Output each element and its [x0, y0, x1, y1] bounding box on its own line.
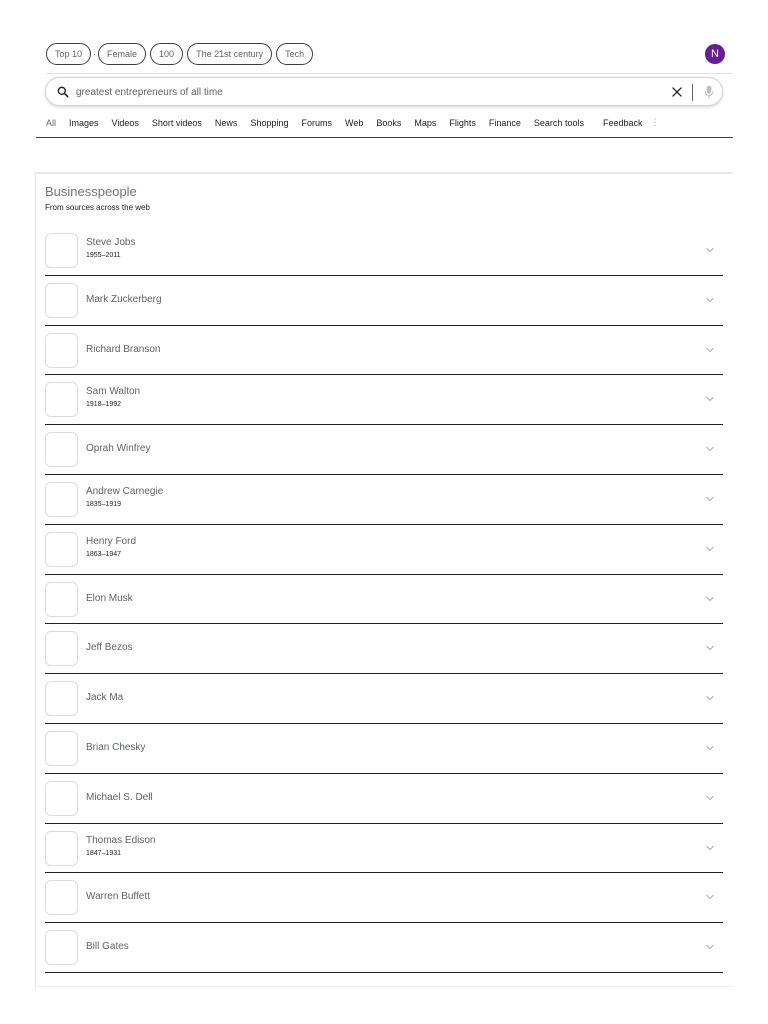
businesspeople-list [45, 226, 723, 973]
card-top-border [36, 172, 733, 174]
person-name: Sam Walton [86, 386, 141, 398]
list-item[interactable] [45, 475, 723, 525]
refinement-chips [46, 43, 313, 65]
chevron-down-icon[interactable] [705, 694, 715, 702]
tab-flights[interactable]: Flights [449, 117, 476, 128]
list-item[interactable] [45, 226, 723, 276]
tab-maps[interactable]: Maps [414, 117, 437, 128]
tab-books[interactable]: Books [376, 117, 402, 128]
chip-top-10[interactable]: Top 10 [46, 43, 91, 65]
person-thumbnail [45, 333, 78, 368]
person-thumbnail [45, 880, 78, 915]
list-item[interactable] [45, 774, 723, 824]
person-thumbnail [45, 532, 78, 567]
tab-forums[interactable]: Forums [301, 117, 332, 128]
chevron-down-icon[interactable] [705, 346, 715, 354]
chevron-down-icon[interactable] [705, 893, 715, 901]
chevron-down-icon[interactable] [705, 844, 715, 852]
list-item[interactable] [45, 326, 723, 376]
list-item[interactable] [45, 674, 723, 724]
chevron-down-icon[interactable] [705, 644, 715, 652]
chip-tech[interactable]: Tech [276, 43, 313, 65]
chevron-down-icon[interactable] [705, 943, 715, 951]
person-thumbnail [45, 781, 78, 816]
list-item[interactable] [45, 873, 723, 923]
list-item[interactable] [45, 724, 723, 774]
chevron-down-icon[interactable] [705, 246, 715, 254]
search-tabs [46, 117, 659, 128]
tab-search-tools[interactable]: Search tools [533, 117, 584, 128]
list-item[interactable] [45, 525, 723, 575]
tab-feedback[interactable]: Feedback [602, 117, 643, 128]
tabs-divider [36, 137, 733, 138]
person-name: Andrew Carnegie [86, 485, 164, 497]
person-thumbnail [45, 283, 78, 318]
list-item[interactable] [45, 375, 723, 425]
person-name: Brian Chesky [86, 741, 146, 753]
tab-finance[interactable]: Finance [488, 117, 521, 128]
list-item[interactable] [45, 824, 723, 874]
tab-short-videos[interactable]: Short videos [151, 117, 202, 128]
person-name: Oprah Winfrey [86, 443, 151, 455]
person-name: Thomas Edison [86, 834, 156, 846]
person-years: 1835–1919 [86, 500, 122, 508]
clear-icon[interactable] [670, 85, 684, 99]
person-thumbnail [45, 482, 78, 517]
person-name: Richard Branson [86, 343, 161, 355]
person-name: Jack Ma [86, 692, 124, 704]
person-name: Mark Zuckerberg [86, 293, 162, 305]
person-thumbnail [45, 233, 78, 268]
tab-web[interactable]: Web [345, 117, 364, 128]
chevron-down-icon[interactable] [705, 545, 715, 553]
chip-female[interactable]: Female [98, 43, 146, 65]
person-name: Michael S. Dell [86, 791, 153, 803]
page-left-border [35, 172, 36, 988]
person-thumbnail [45, 582, 78, 617]
tab-news[interactable]: News [214, 117, 238, 128]
person-thumbnail [45, 731, 78, 766]
chip-100[interactable]: 100 [150, 43, 183, 65]
chip-separator: · [93, 49, 97, 59]
tab-videos[interactable]: Videos [111, 117, 139, 128]
chevron-down-icon[interactable] [705, 595, 715, 603]
card-bottom-border [36, 986, 733, 987]
header-divider [46, 73, 732, 74]
chevron-down-icon[interactable] [705, 296, 715, 304]
person-thumbnail [45, 631, 78, 666]
search-bar [45, 77, 723, 106]
tab-all[interactable]: All [46, 117, 57, 128]
tab-images[interactable]: Images [69, 117, 99, 128]
person-name: Bill Gates [86, 941, 129, 953]
card-subtitle: From sources across the web [45, 203, 150, 212]
person-thumbnail [45, 382, 78, 417]
search-input[interactable] [76, 84, 636, 100]
person-years: 1863–1947 [86, 550, 122, 558]
more-options-icon[interactable]: ⋮ [650, 117, 660, 127]
list-item[interactable] [45, 624, 723, 674]
person-years: 1847–1931 [86, 849, 122, 857]
person-years: 1955–2011 [86, 252, 121, 259]
list-item[interactable] [45, 923, 723, 973]
person-name: Warren Buffett [86, 891, 150, 903]
list-item[interactable] [45, 425, 723, 475]
chevron-down-icon[interactable] [705, 395, 715, 403]
person-name: Steve Jobs [86, 237, 136, 248]
person-name: Elon Musk [86, 592, 133, 604]
person-thumbnail [45, 432, 78, 467]
person-name: Jeff Bezos [86, 642, 133, 654]
search-icon[interactable] [56, 85, 70, 99]
chip-21st-century[interactable]: The 21st century [187, 43, 272, 65]
person-name: Henry Ford [86, 535, 137, 547]
chevron-down-icon[interactable] [705, 744, 715, 752]
card-title: Businesspeople [45, 184, 137, 199]
list-item[interactable] [45, 276, 723, 326]
tab-shopping[interactable]: Shopping [250, 117, 289, 128]
person-thumbnail [45, 930, 78, 965]
microphone-icon[interactable] [702, 84, 716, 100]
account-avatar[interactable]: N [705, 44, 725, 64]
person-thumbnail [45, 831, 78, 866]
chevron-down-icon[interactable] [705, 495, 715, 503]
list-item[interactable] [45, 575, 723, 625]
chevron-down-icon[interactable] [705, 794, 715, 802]
search-divider [692, 84, 693, 101]
person-years: 1918–1992 [86, 401, 122, 409]
chevron-down-icon[interactable] [705, 445, 715, 453]
person-thumbnail [45, 681, 78, 716]
